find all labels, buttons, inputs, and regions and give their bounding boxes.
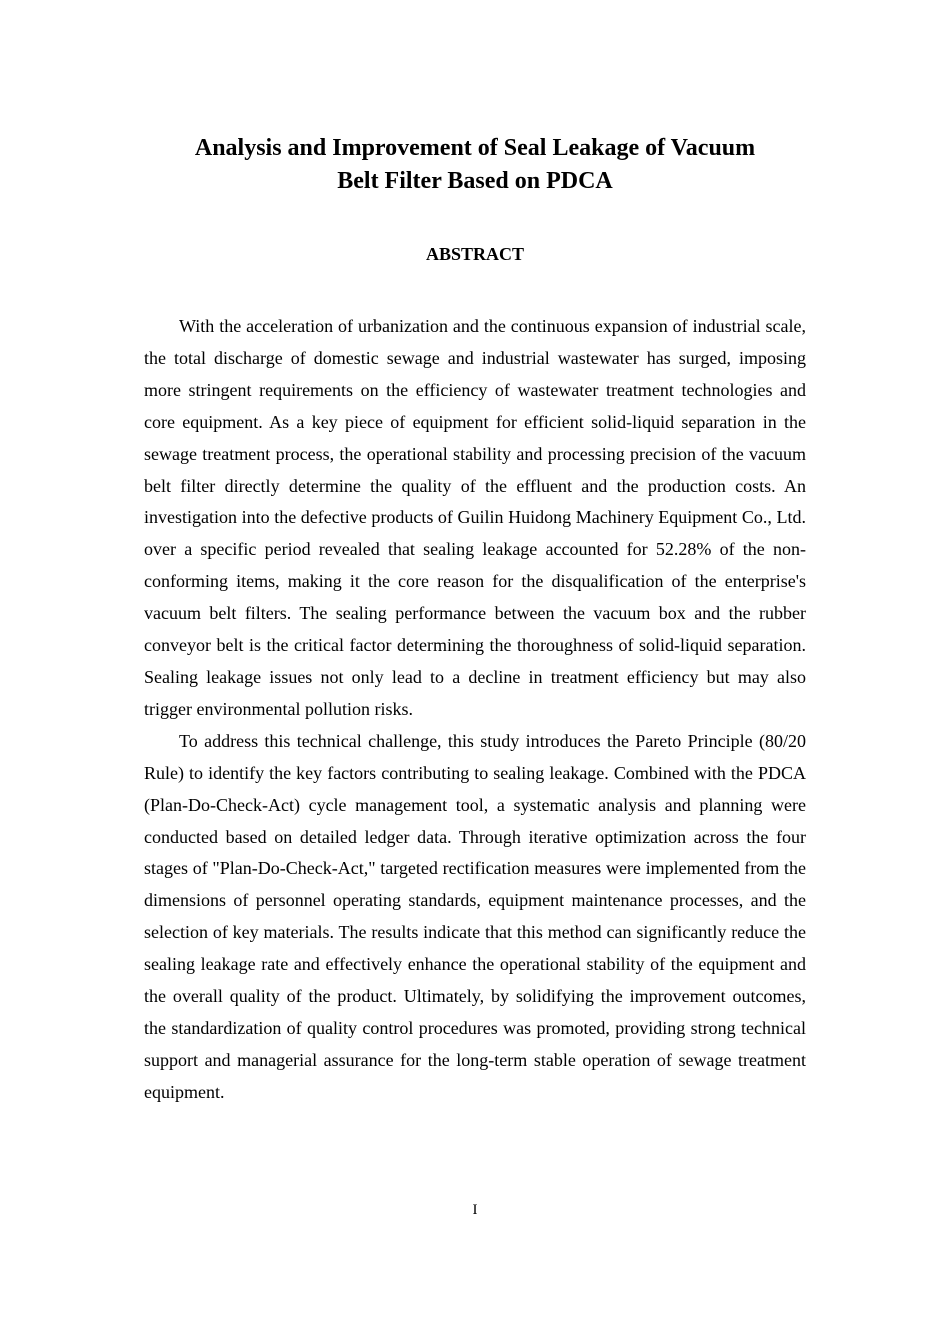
document-title <box>150 132 800 198</box>
abstract-heading: ABSTRACT <box>425 244 525 264</box>
abstract-body <box>144 311 806 1109</box>
abstract-paragraph-2: To address this technical challenge, this study introduces the Pareto Principle (80/20 Rule) to identify the key factors contributing to sealing leakage. Combined with the PDCA (Plan-Do-Check-Act) cycle management tool, a systematic analysis and planning were conducted based on detailed ledger data. Through iterative optimization across the four stages of "Plan-Do-Check-Act," targeted rectification measures were implemented from the dimensions of personnel operating standards, equipment maintenance processes, and the selection of key materials. The results indicate that this method can significantly reduce the sealing leakage rate and effectively enhance the operational stability of the equipment and the overall quality of the product. Ultimately, by solidifying the improvement outcomes, the standardization of quality control procedures was promoted, providing strong technical support and managerial assurance for the long-term stable operation of sewage treatment equipment. <box>144 730 806 1102</box>
page-number: I <box>472 1202 478 1218</box>
abstract-paragraph-1: With the acceleration of urbanization and the continuous expansion of industrial scale, the total discharge of domestic sewage and industrial wastewater has surged, imposing more stringent requirements on the efficiency of wastewater treatment technologies and core equipment. As a key piece of equipment for efficient solid-liquid separation in the sewage treatment process, the operational stability and processing precision of the vacuum belt filter directly determine the quality of the effluent and the production costs. An investigation into the defective products of Guilin Huidong Machinery Equipment Co., Ltd. over a specific period revealed that sealing leakage accounted for 52.28% of the non-conforming items, making it the core reason for the disqualification of the enterprise's vacuum belt filters. The sealing performance between the vacuum box and the rubber conveyor belt is the critical factor determining the thoroughness of solid-liquid separation. Sealing leakage issues not only lead to a decline in treatment efficiency but may also trigger environmental pollution risks. <box>144 316 806 719</box>
title-line-1: Analysis and Improvement of Seal Leakage of Vacuum <box>194 135 756 161</box>
title-line-2: Belt Filter Based on PDCA <box>337 168 613 194</box>
